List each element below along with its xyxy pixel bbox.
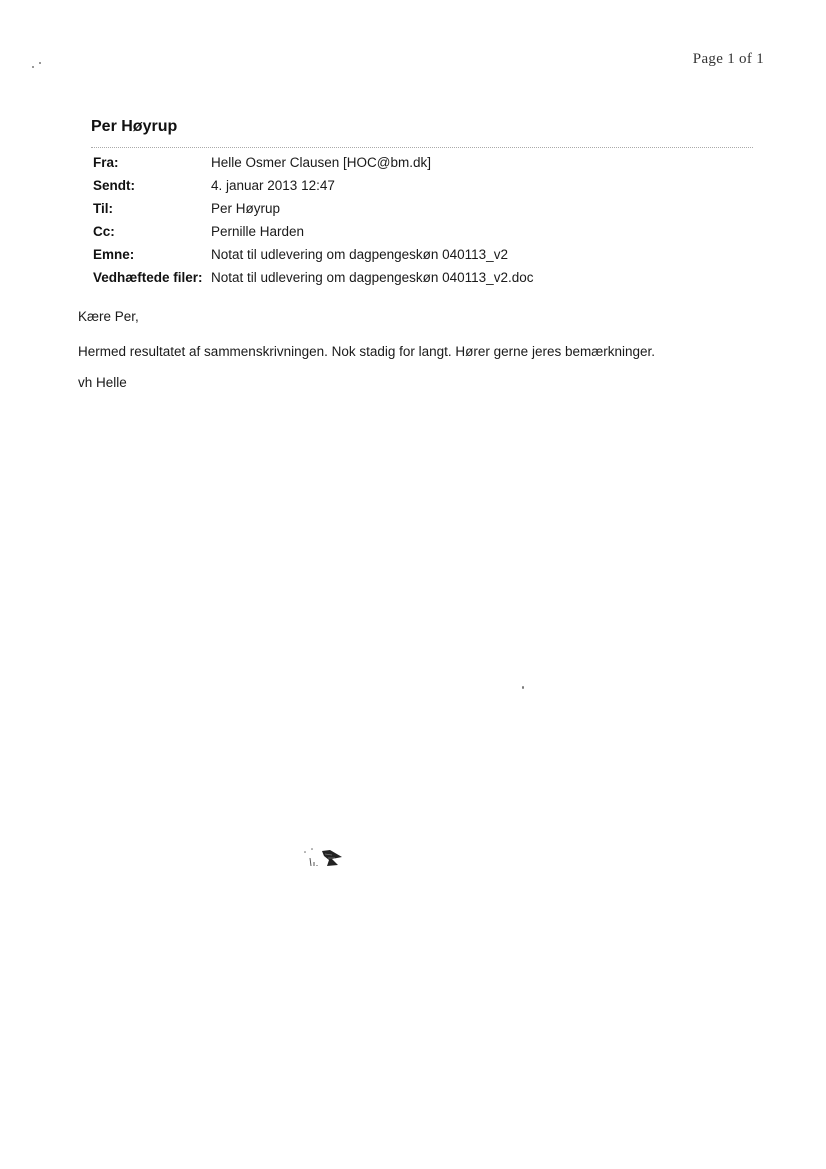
header-row-cc (93, 224, 533, 247)
attachments-label: Vedhæftede filer: (93, 270, 203, 285)
email-header-fields (93, 155, 533, 293)
subject-label: Emne: (93, 247, 135, 262)
message-body: Hermed resultatet af sammenskrivningen. Nok stadig for langt. Hører gerne jeres bemærkninger. (78, 344, 655, 359)
greeting: Kære Per, (78, 309, 139, 324)
from-label: Fra: (93, 155, 119, 170)
from-value: Helle Osmer Clausen [HOC@bm.dk] (211, 155, 432, 170)
page-number: Page 1 of 1 (692, 51, 764, 67)
header-divider (91, 147, 753, 148)
scan-speck (522, 686, 524, 689)
to-value: Per Høyrup (211, 201, 281, 216)
header-row-to (93, 201, 533, 224)
subject-value: Notat til udlevering om dagpengeskøn 040113_v2 (211, 247, 508, 262)
stamp-mark (302, 846, 348, 868)
header-row-subject (93, 247, 533, 270)
cc-label: Cc: (93, 224, 115, 239)
cc-value: Pernille Harden (211, 224, 305, 239)
header-row-attachments (93, 270, 533, 293)
sent-value: 4. januar 2013 12:47 (211, 178, 335, 193)
sender-name: Per Høyrup (91, 118, 178, 135)
scan-speck (39, 62, 41, 64)
signoff: vh Helle (78, 375, 127, 390)
sent-label: Sendt: (93, 178, 135, 193)
header-row-from (93, 155, 533, 178)
to-label: Til: (93, 201, 113, 216)
scan-speck (32, 66, 34, 68)
attachments-value: Notat til udlevering om dagpengeskøn 040113_v2.doc (211, 270, 534, 285)
header-row-sent (93, 178, 533, 201)
